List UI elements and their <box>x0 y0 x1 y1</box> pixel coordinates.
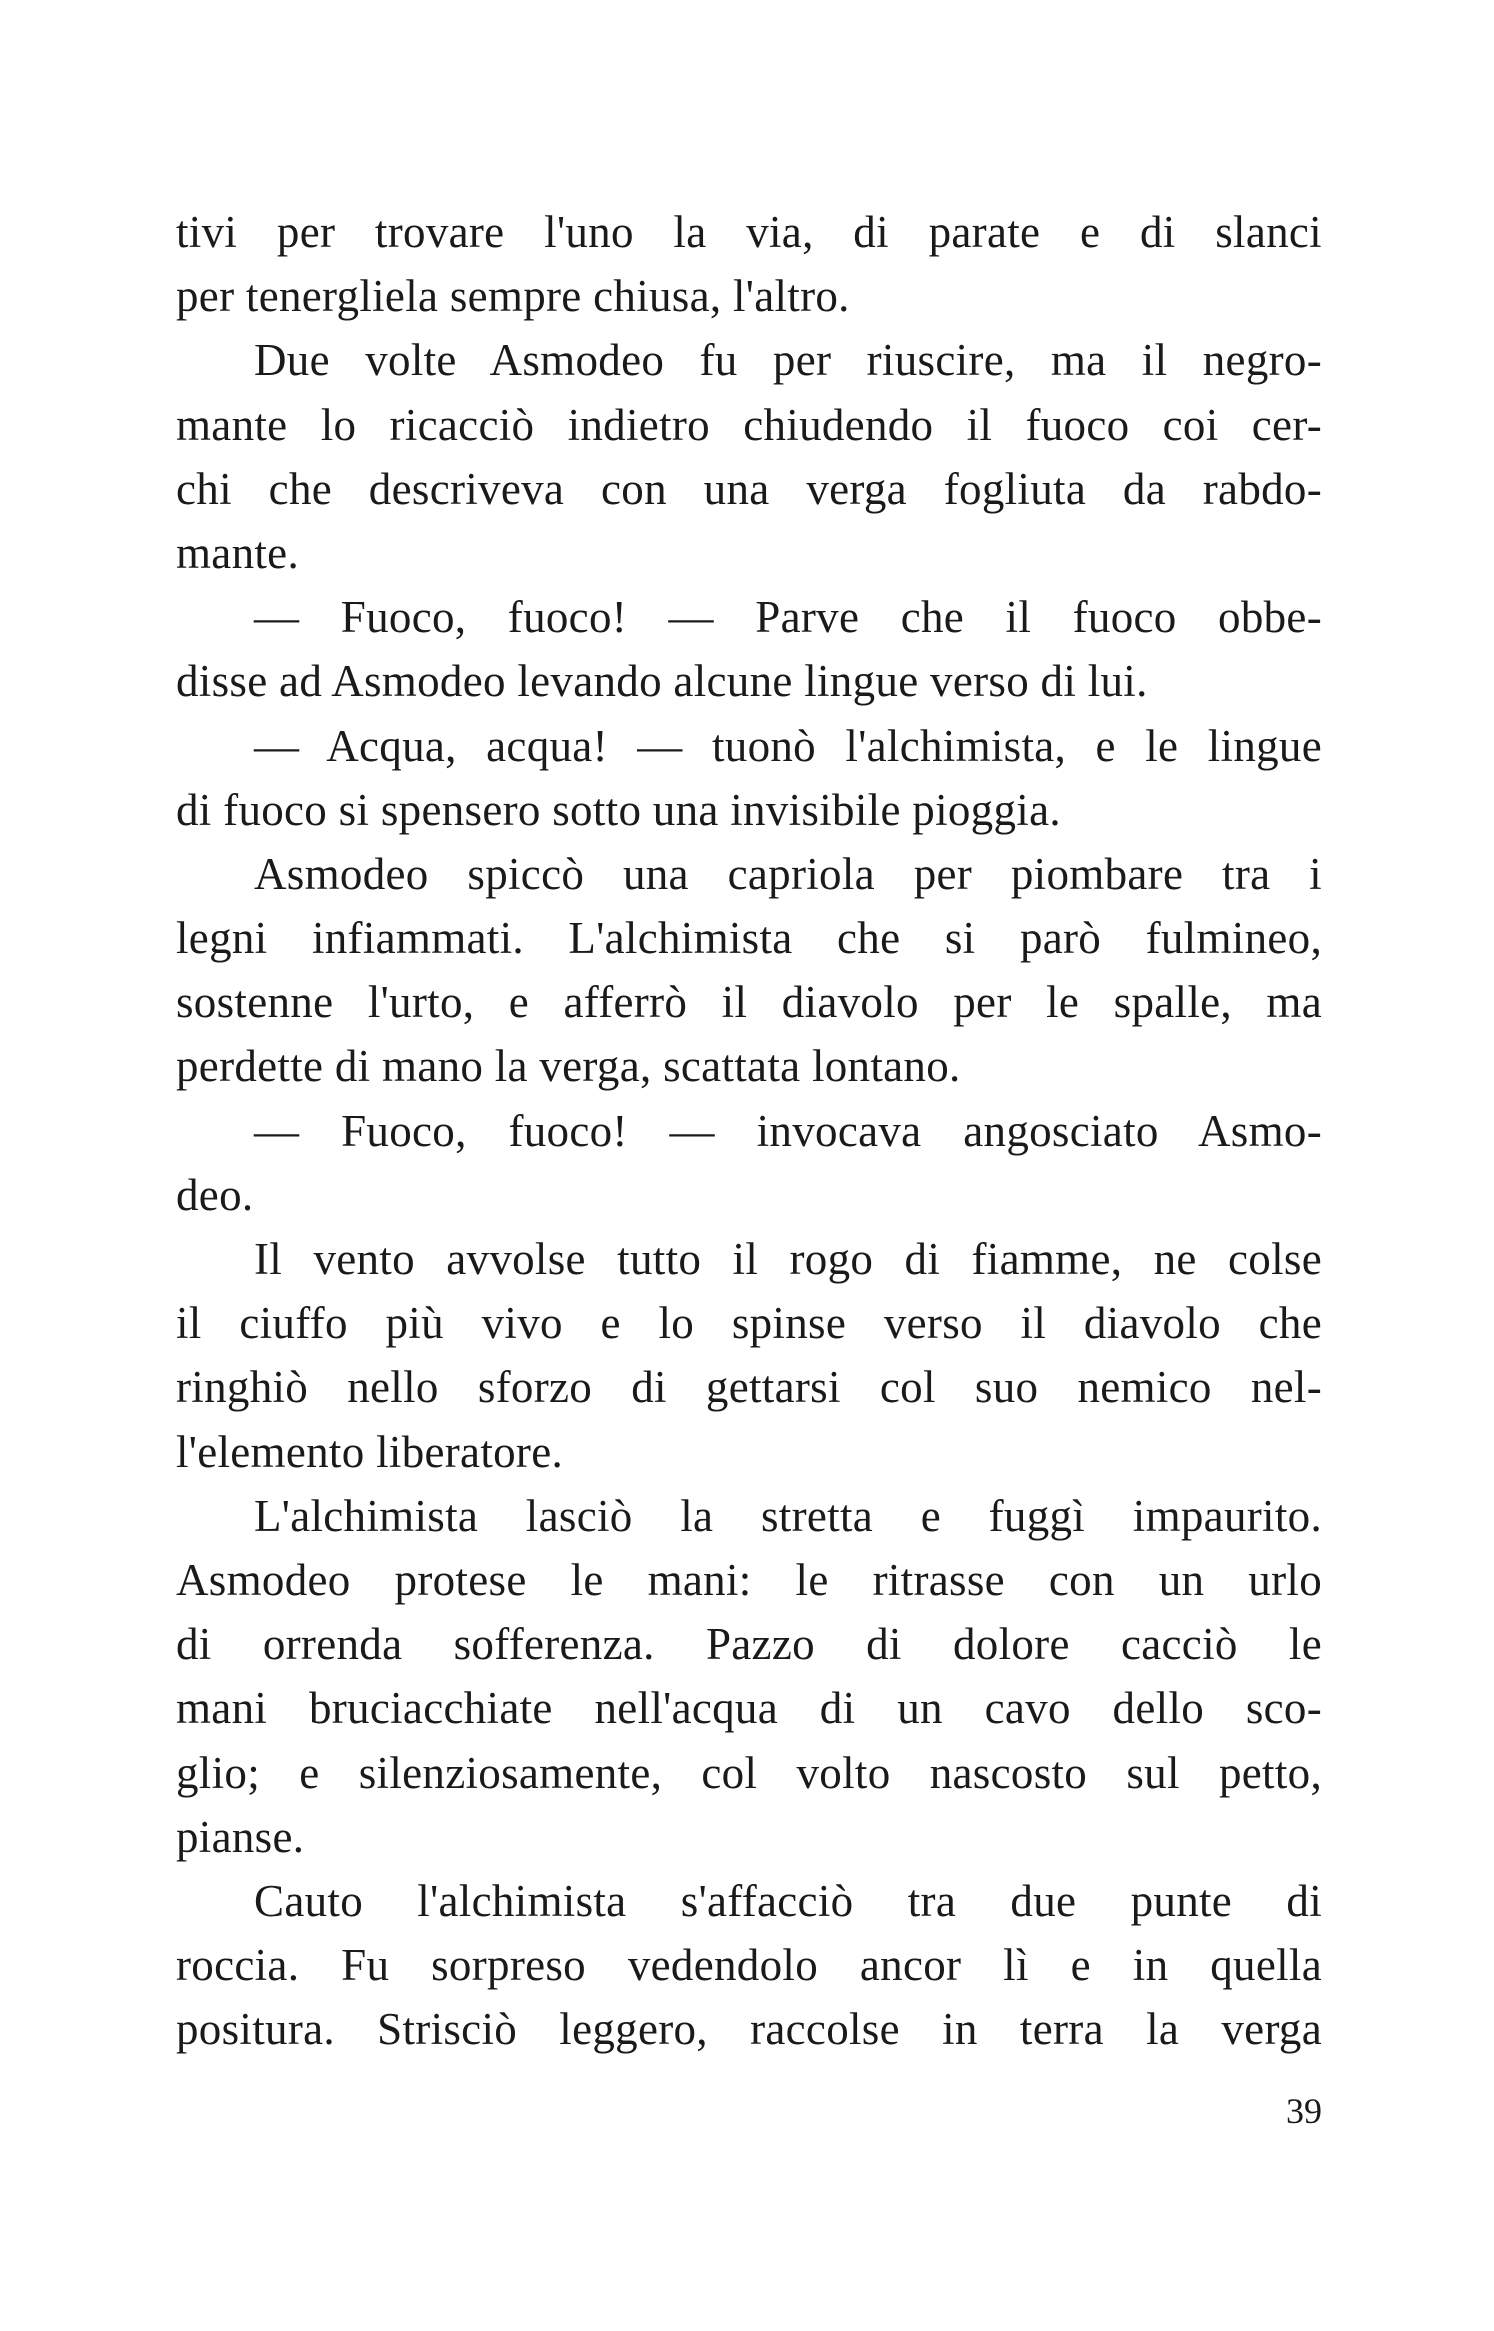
text-line: Il vento avvolse tutto il rogo di fiamme, ne colse <box>254 1234 1322 1284</box>
text-line: L'alchimista lasciò la stretta e fuggì impaurito. <box>254 1490 1322 1541</box>
text-line: ringhiò nello sforzo di gettarsi col suo nemico nel- <box>176 1362 1322 1413</box>
text-line: — Fuoco, fuoco! — invocava angosciato Asmo- <box>254 1105 1322 1156</box>
text-line: Asmodeo spiccò una capriola per piombare tra i <box>254 848 1322 899</box>
text-line: il ciuffo più vivo e lo spinse verso il diavolo che <box>176 1298 1322 1349</box>
paragraph <box>176 328 1322 585</box>
page-body-text <box>176 200 1322 2061</box>
text-line: Asmodeo protese le mani: le ritrasse con un urlo <box>176 1554 1322 1605</box>
text-line: legni infiammati. L'alchimista che si parò fulmineo, <box>176 913 1322 964</box>
paragraph <box>176 200 1322 328</box>
text-line: deo. <box>176 1169 254 1220</box>
text-line: disse ad Asmodeo levando alcune lingue verso di lui. <box>176 656 1148 707</box>
text-line: chi che descriveva con una verga fogliuta da rabdo- <box>176 463 1322 514</box>
text-line: — Acqua, acqua! — tuonò l'alchimista, e le lingue <box>254 720 1322 771</box>
paragraph <box>176 1869 1322 2062</box>
text-line: Due volte Asmodeo fu per riuscire, ma il negro- <box>254 335 1322 386</box>
paragraph <box>176 1099 1322 1227</box>
text-line: pianse. <box>176 1811 305 1862</box>
paragraph <box>176 1484 1322 1869</box>
text-line: glio; e silenziosamente, col volto nascosto sul petto, <box>176 1747 1322 1798</box>
text-line: di orrenda sofferenza. Pazzo di dolore cacciò le <box>176 1619 1322 1670</box>
paragraph <box>176 1227 1322 1484</box>
text-line: — Fuoco, fuoco! — Parve che il fuoco obbe- <box>254 592 1322 643</box>
text-line: l'elemento liberatore. <box>176 1426 564 1477</box>
text-line: roccia. Fu sorpreso vedendolo ancor lì e in quella <box>176 1940 1322 1991</box>
text-line: mante lo ricacciò indietro chiudendo il fuoco coi cer- <box>176 399 1322 450</box>
text-line: di fuoco si spensero sotto una invisibile pioggia. <box>176 784 1061 835</box>
paragraph <box>176 585 1322 713</box>
text-line: per tenergliela sempre chiusa, l'altro. <box>176 271 850 322</box>
text-line: mani bruciacchiate nell'acqua di un cavo dello sco- <box>176 1683 1322 1734</box>
text-line: sostenne l'urto, e afferrò il diavolo per le spalle, ma <box>176 977 1322 1028</box>
text-line: perdette di mano la verga, scattata lontano. <box>176 1041 961 1092</box>
text-line: tivi per trovare l'uno la via, di parate e di slanci <box>176 207 1322 257</box>
text-line: positura. Strisciò leggero, raccolse in terra la verga <box>176 2004 1322 2055</box>
page-number: 39 <box>1286 2091 1322 2131</box>
paragraph <box>176 842 1322 1099</box>
text-line: Cauto l'alchimista s'affacciò tra due punte di <box>254 1875 1322 1926</box>
paragraph <box>176 714 1322 842</box>
text-line: mante. <box>176 527 300 578</box>
